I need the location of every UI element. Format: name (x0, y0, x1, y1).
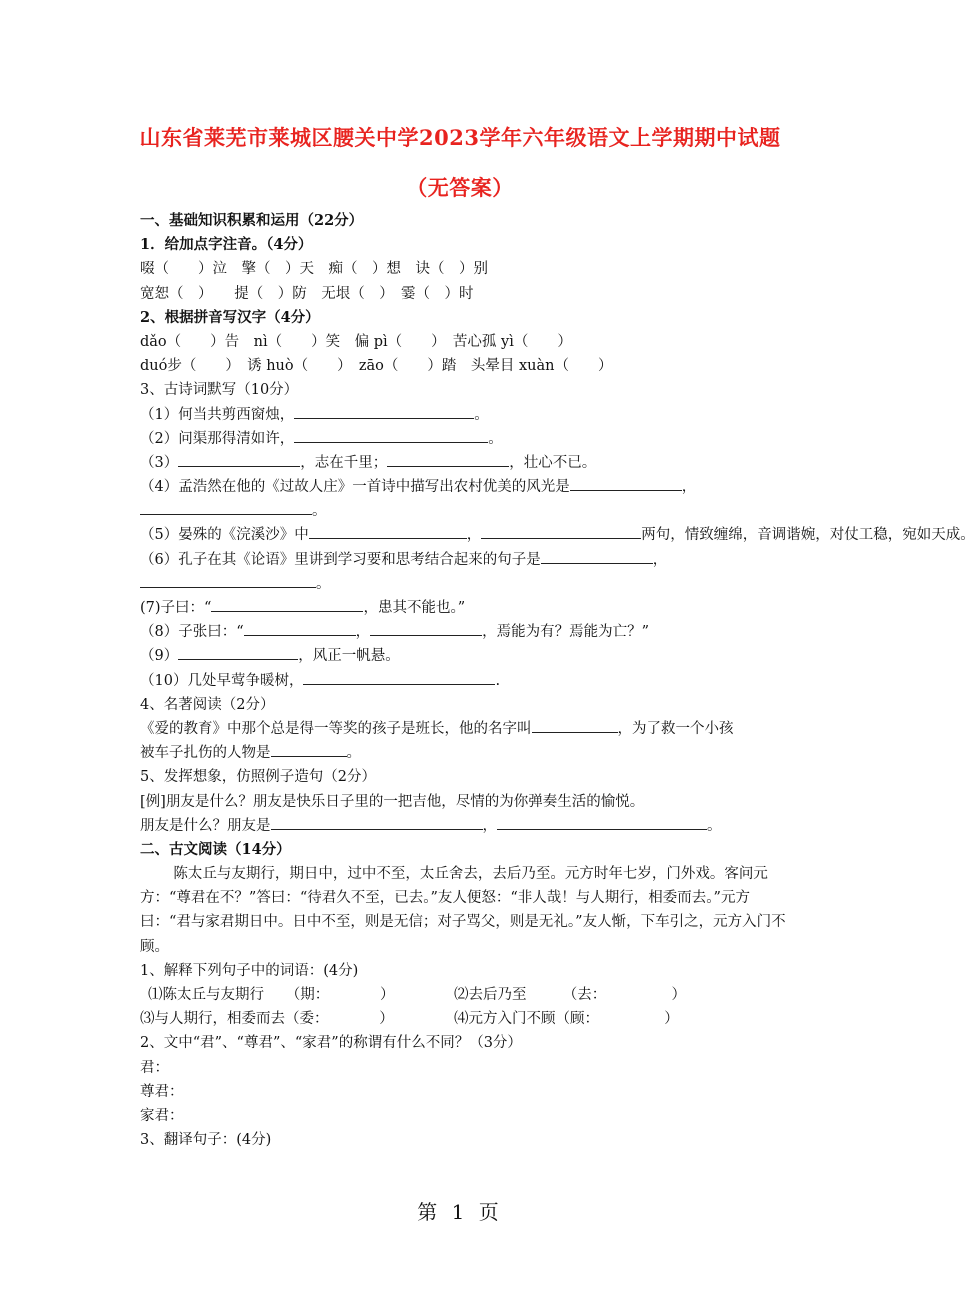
exam-title: 山东省莱芜市莱城区腰关中学2023学年六年级语文上学期期中试题 (139, 125, 781, 150)
poem-item-1: （1）何当共剪西窗烛， 。 (140, 403, 800, 427)
poem-item-4-cont: 。 (140, 499, 800, 523)
answer-blank[interactable] (244, 620, 356, 636)
question-title: 2、文中“君”、“尊君”、“家君”的称谓有什么不同？（3分） (140, 1035, 522, 1052)
answer-blank[interactable] (570, 475, 682, 491)
question-title: 3、翻译句子：(4分) (140, 1132, 272, 1149)
answer-blank[interactable] (481, 523, 641, 539)
answer-blank[interactable] (140, 572, 316, 588)
hanzi-row: dǎo（ ）告 nì（ ）笑 偏 pì（ ） 苦心孤 yì（ ） (140, 333, 572, 350)
classic-reading-line: 《爱的教育》中那个总是得一等奖的孩子是班长，他的名字叫 ，为了救一个小孩 (140, 717, 800, 741)
question-title: 3、古诗词默写（10分） (140, 382, 299, 399)
section-heading: 一、基础知识积累和运用（22分） (140, 212, 364, 229)
pinyin-row: 啜（ ）泣 擎（ ）天 痴（ ）想 诀（ ）别 (140, 261, 488, 278)
question-title: 1．给加点字注音。（4分） (140, 236, 313, 254)
exam-subtitle: （无答案） (406, 175, 514, 200)
question-title: 4、名著阅读（2分） (140, 696, 275, 713)
answer-blank[interactable] (294, 403, 474, 419)
page-number: 第 1 页 (417, 1200, 503, 1224)
poem-item-7: (7)子曰：“ ，患其不能也。” (140, 596, 800, 620)
question-title: 2、根据拼音写汉字（4分） (140, 308, 320, 326)
poem-item-4: （4）孟浩然在他的《过故人庄》一首诗中描写出农村优美的风光是 ， (140, 475, 800, 499)
word-explain-row: ⑶与人期行，相委而去（委： ） ⑷元方入门不顾（顾： ） (140, 1011, 679, 1028)
answer-blank[interactable] (178, 644, 298, 660)
answer-blank[interactable] (532, 717, 618, 733)
answer-blank[interactable] (178, 451, 300, 467)
poem-item-8: （8）子张曰：“ ， ，焉能为有？焉能为亡？” (140, 620, 800, 644)
answer-label: 尊君： (140, 1083, 184, 1100)
answer-blank[interactable] (309, 523, 467, 539)
question-title: 1、解释下列句子中的词语：(4分) (140, 962, 359, 979)
answer-label: 君： (140, 1059, 169, 1076)
answer-blank[interactable] (387, 451, 509, 467)
classic-reading-line: 被车子扎伤的人物是 。 (140, 741, 800, 765)
answer-blank[interactable] (370, 620, 482, 636)
question-title: 5、发挥想象，仿照例子造句（2分） (140, 769, 376, 786)
answer-blank[interactable] (271, 741, 347, 757)
answer-blank[interactable] (541, 548, 653, 564)
imitation-answer: 朋友是什么？朋友是 ， 。 (140, 814, 800, 838)
example-sentence: [例]朋友是什么？朋友是快乐日子里的一把吉他，尽情的为你弹奏生活的愉悦。 (140, 793, 645, 810)
poem-item-6-cont: 。 (140, 572, 800, 596)
poem-item-6: （6）孔子在其《论语》里讲到学习要和思考结合起来的句子是 ， (140, 548, 800, 572)
answer-blank[interactable] (497, 814, 707, 830)
exam-content (140, 209, 975, 1152)
answer-blank[interactable] (271, 814, 483, 830)
pinyin-row: 宽恕（ ） 提（ ）防 无垠（ ） 霎（ ）时 (140, 285, 474, 302)
poem-item-3: （3） ，志在千里； ，壮心不已。 (140, 451, 800, 475)
classical-passage: 陈太丘与友期行，期日中，过中不至，太丘舍去，去后乃至。元方时年七岁，门外戏。客问元方：“尊君在不？”答曰：“待君久不至，已去。”友人便怒：“非人哉！与人期行，相委而去。”元方曰：“君与家君期日中。日中不至，则是无信；对子骂父，则是无礼。”友人惭，下车引之，元方入门不顾。 (140, 866, 786, 955)
hanzi-row: duó步（ ） 诱 huò（ ） zāo（ ）踏 头晕目 xuàn（ ） (140, 358, 613, 375)
answer-blank[interactable] (303, 669, 495, 685)
answer-label: 家君： (140, 1108, 184, 1124)
answer-blank[interactable] (140, 499, 312, 515)
word-explain-row: ⑴陈太丘与友期行 （期： ） ⑵去后乃至 （去： ） (148, 987, 686, 1004)
poem-item-5: （5）晏殊的《浣溪沙》中 ， 两句，情致缠绵，音调谐婉，对仗工稳，宛如天成。 (140, 523, 800, 547)
poem-item-9: （9） ，风正一帆悬。 (140, 644, 800, 668)
answer-blank[interactable] (211, 596, 363, 612)
section-heading: 二、古文阅读（14分） (140, 840, 291, 858)
answer-blank[interactable] (294, 427, 488, 443)
poem-item-10: （10）几处早莺争暖树， . (140, 669, 800, 693)
poem-item-2: （2）问渠那得清如许， 。 (140, 427, 800, 451)
